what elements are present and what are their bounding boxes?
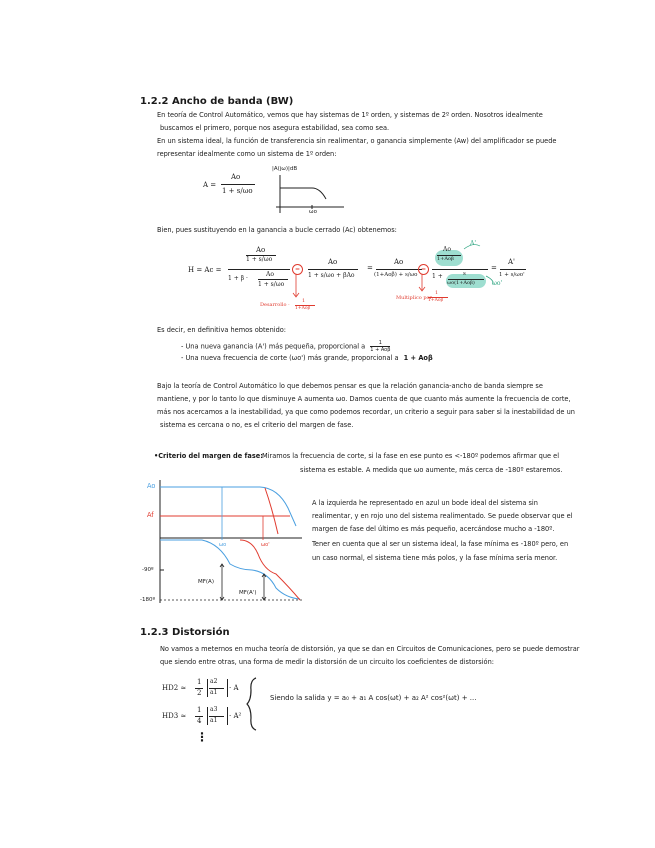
hd2-lhs: HD2 ≈ [162, 684, 187, 692]
eq-h-note-red-2-num: 1 [435, 290, 439, 296]
hd2-tail: · A [229, 684, 239, 692]
equation-open-loop-gain [203, 173, 263, 203]
eq-h-t5-num: A' [508, 258, 515, 266]
bandwidth-intro-line-3: En un sistema ideal, la función de transferencia sin realimentar, o ganancia simplemente (Aw) del amplificador se puede [157, 137, 557, 145]
eq-a-num: Ao [231, 173, 241, 181]
mini-plot-y-label: |A(jω)|dB [272, 166, 298, 172]
eq-h-t1-num-num: Ao [256, 246, 266, 254]
eq-h-eq4: = [491, 264, 497, 272]
tradeoff-line-1: Bajo la teoría de Control Automático lo que debemos pensar es que la relación ganancia-ancho de banda siempre se [157, 382, 543, 390]
eq-h-eq1: = [292, 264, 303, 275]
bode-label-ao: Ao [147, 482, 156, 490]
eq-h-note-red-1-den: 1+Aoβ [295, 306, 311, 311]
result-intro: Es decir, en definitiva hemos obtenido: [157, 326, 287, 334]
result-item-1-frac [370, 340, 390, 353]
distortion-output-text: Siendo la salida y = a₀ + a₁ A cos(ωt) + a₂ A² cos²(ωt) + ... [270, 694, 477, 702]
mini-magnitude-plot [268, 167, 348, 222]
eq-a-fraction-bar [221, 184, 255, 185]
bode-label-m90: -90º [142, 567, 154, 573]
bode-label-mf: MF(A) [198, 579, 214, 585]
hd3-frac-den: 4 [197, 717, 202, 725]
eq-h-t1-num-den: 1 + s/ωo [246, 256, 273, 263]
criterion-line-1: Miramos la frecuencia de corte, si la fase en ese punto es <-180º podemos afirmar que el [262, 452, 560, 460]
distortion-brace [246, 676, 260, 732]
closed-loop-intro: Bien, pues sustituyendo en la ganancia a bucle cerrado (Ac) obtenemos: [157, 226, 397, 234]
bandwidth-intro-line-1: En teoría de Control Automático, vemos que hay sistemas de 1º orden, y sistemas de 2º orden. Nosotros idealmente [157, 111, 543, 119]
bode-label-af: Af [147, 511, 154, 519]
bode-label-w0: ωo [219, 542, 227, 548]
distortion-intro-line-2: que siendo entre otras, una forma de medir la distorsión de un circuito los coeficientes de distorsión: [160, 658, 494, 666]
eq-h-t4-den-num: s [463, 271, 466, 277]
hd3-lhs: HD3 ≈ [162, 712, 187, 720]
eq-h-t3-num: Ao [394, 258, 404, 266]
bandwidth-intro-line-4: representar idealmente como un sistema de 1º orden: [157, 150, 337, 158]
distortion-dots: ⋮ [196, 730, 208, 744]
result-item-2-text: - Una nueva frecuencia de corte (ωo') más grande, proporcional a [181, 354, 399, 362]
bode-text-line-3: margen de fase del último es más pequeño, acercándose mucho a -180º. [312, 525, 555, 533]
bode-plot [140, 478, 305, 608]
eq-h-arrows [188, 244, 528, 319]
eq-a-den: 1 + s/ωo [222, 187, 253, 195]
eq-h-note-red-2-den: 1+Aoβ [428, 298, 444, 303]
eq-h-t1-den-den: 1 + s/ωo [258, 281, 285, 288]
eq-h-note-w-prime: ωo' [492, 280, 503, 287]
hd3-tail: · A² [229, 712, 242, 720]
section-heading-distortion: 1.2.3 Distorsión [140, 627, 230, 638]
eq-h-t1-den-pre: 1 + β · [228, 275, 248, 282]
eq-h-t5-den: 1 + s/ωo' [499, 272, 525, 278]
eq-h-t4-num: Ao [443, 246, 451, 253]
bode-text-line-2: realimentar, y en rojo uno del sistema realimentado. Se puede observar que el [312, 512, 573, 520]
criterion-label: •Criterio del margen de fase: [154, 452, 263, 460]
mini-plot-curve [280, 188, 326, 199]
bandwidth-intro-line-2: buscamos el primero, porque nos asegura estabilidad, sea como sea. [160, 124, 390, 132]
eq-h-lhs: H = Ac = [188, 266, 222, 274]
hd3-frac-num: 1 [197, 706, 202, 714]
mini-plot-x-mark: ωo [309, 209, 317, 215]
bode-label-m180: -180º [140, 597, 156, 603]
result-item-2 [181, 354, 433, 364]
distortion-intro-line-1: No vamos a meternos en mucha teoría de distorsión, ya que se dan en Circuitos de Comunicaciones, pero se puede demostrar [160, 645, 580, 653]
result-item-1-frac-den: 1 + Aoβ [370, 347, 391, 353]
eq-h-t4-den-pre: 1 + [432, 273, 443, 280]
criterion-line-2: sistema es estable. A medida que ωo aumente, más cerca de -180º estaremos. [300, 466, 563, 474]
eq-h-eq2: = [367, 264, 373, 272]
tradeoff-line-4: sistema es cercana o no, es el criterio del margen de fase. [160, 421, 354, 429]
eq-h-t4-den-top: 1+Aoβ [437, 256, 454, 262]
eq-a-lhs: A = [203, 181, 217, 189]
hd3-abs-num: a3 [210, 706, 218, 713]
mini-plot-svg [268, 167, 348, 222]
bode-text-line-4: Tener en cuenta que al ser un sistema ideal, la fase mínima es -180º pero, en [312, 540, 569, 548]
result-item-1-text: - Una nueva ganancia (A') más pequeña, proporcional a [181, 342, 366, 351]
hd2-abs-num: a2 [210, 678, 218, 685]
bode-text-line-5: un caso normal, el sistema tiene más polos, y la fase mínima sería menor. [312, 554, 558, 562]
section-heading-bandwidth: 1.2.2 Ancho de banda (BW) [140, 96, 294, 107]
bode-mag-open [160, 487, 296, 526]
eq-h-t2-num: Ao [328, 258, 338, 266]
bode-mag-closed-fall [265, 488, 278, 534]
eq-h-t3-den: (1+Aoβ) + s/ωo [374, 272, 418, 278]
result-item-2-extra: 1 + Aoβ [403, 354, 433, 362]
hd2-frac-den: 2 [197, 689, 202, 697]
bode-label-mfp: MF(A') [239, 590, 257, 596]
bode-phase-open [160, 540, 300, 599]
eq-h-note-red-2: Multiplico por [396, 295, 432, 301]
bode-label-w0p: ωo' [261, 542, 270, 548]
eq-h-t2-den: 1 + s/ωo + βAo [308, 272, 355, 279]
eq-h-t1-den-num: Ao [266, 271, 274, 278]
tradeoff-line-2: mantiene, y por lo tanto lo que disminuye A aumenta ωo. Damos cuenta de que cuanto más aumente la frecuencia de corte, [157, 395, 571, 403]
eq-h-t4-den-den: ωo(1+Aoβ) [447, 280, 475, 286]
eq-h-note-a-prime: A' [470, 240, 476, 247]
hd2-frac-num: 1 [197, 678, 202, 686]
tradeoff-line-3: más nos acercamos a la inestabilidad, ya que como podemos recordar, un criterio a seguir para saber si la inestabilidad de un [157, 408, 575, 416]
bode-text-line-1: A la izquierda he representado en azul un bode ideal del sistema sin [312, 499, 538, 507]
eq-h-note-red-1-num: 1 [302, 298, 306, 304]
result-item-1-frac-num: 1 [370, 340, 390, 347]
hd3-abs-den: a1 [210, 717, 218, 724]
equation-closed-loop [188, 240, 528, 319]
hd2-abs-den: a1 [210, 689, 218, 696]
result-item-1 [181, 340, 390, 353]
eq-h-note-red-1: Desarrollo · [260, 302, 290, 308]
eq-h-eq3: = [418, 264, 429, 275]
